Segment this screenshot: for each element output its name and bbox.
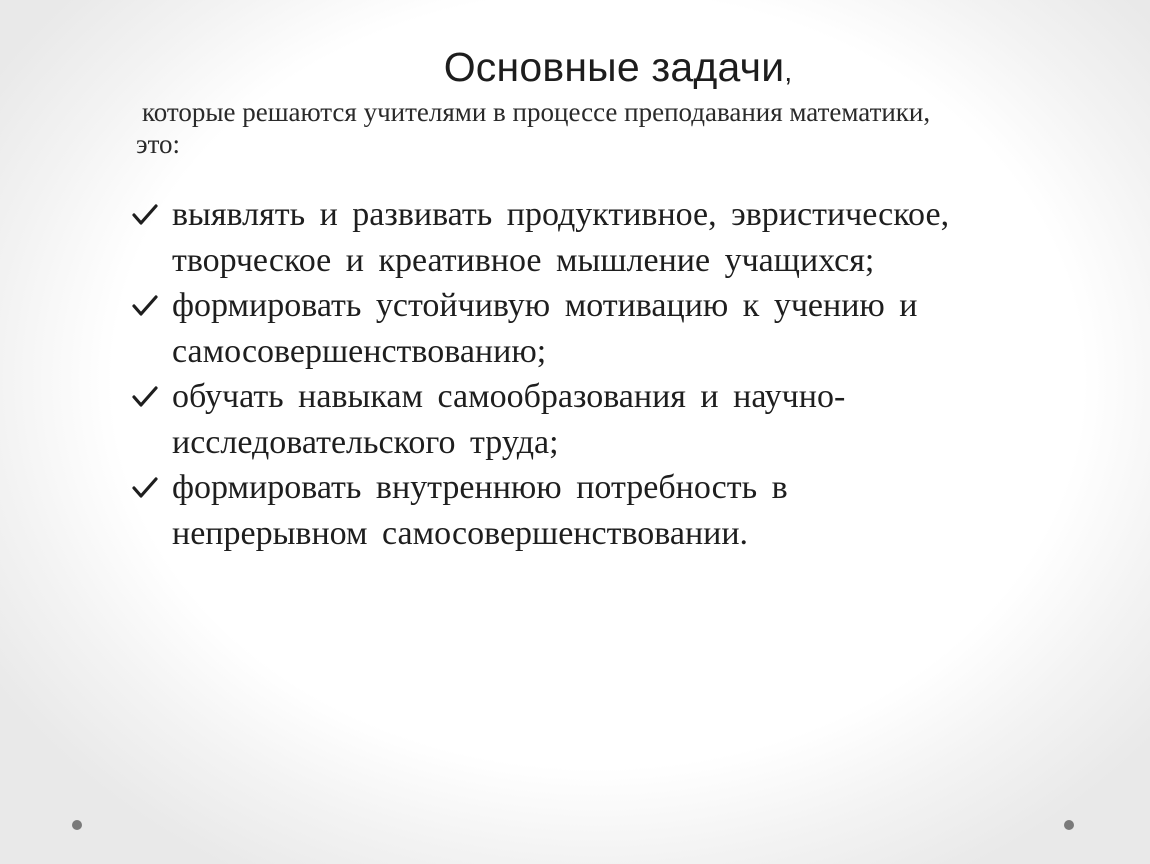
task-item-3 [132,374,1122,465]
decorative-dot-left [72,820,82,830]
checkmark-icon [132,385,158,409]
task-item-3-line-2: исследовательского труда; [172,423,559,461]
task-item-2-line-2: самосовершенствованию; [172,332,547,370]
slide-title-comma: , [784,56,793,87]
slide-title-text: Основные задачи [443,44,785,90]
subtitle-line-1: которые решаются учителями в процессе преподавания математики, [142,97,931,127]
checkmark-icon [132,294,158,318]
slide-title [0,44,1150,91]
task-list [132,192,1122,556]
task-item-4-line-1: формировать внутреннюю потребность в [172,469,788,506]
decorative-dot-right [1064,820,1074,830]
task-item-2 [132,283,1122,374]
task-item-1-line-1: выявлять и развивать продуктивное, эвристическое, [172,196,950,233]
task-item-4 [132,465,1122,556]
task-item-3-line-1: обучать навыкам самообразования и научно- [172,378,846,415]
slide-subtitle [136,96,1096,160]
task-item-2-line-1: формировать устойчивую мотивацию к учению и [172,287,918,324]
task-item-4-line-2: непрерывном самосовершенствовании. [172,514,749,552]
subtitle-line-2: это: [136,129,181,159]
checkmark-icon [132,476,158,500]
checkmark-icon [132,203,158,227]
task-item-1-line-2: творческое и креативное мышление учащихся; [172,241,875,279]
task-item-1 [132,192,1122,283]
